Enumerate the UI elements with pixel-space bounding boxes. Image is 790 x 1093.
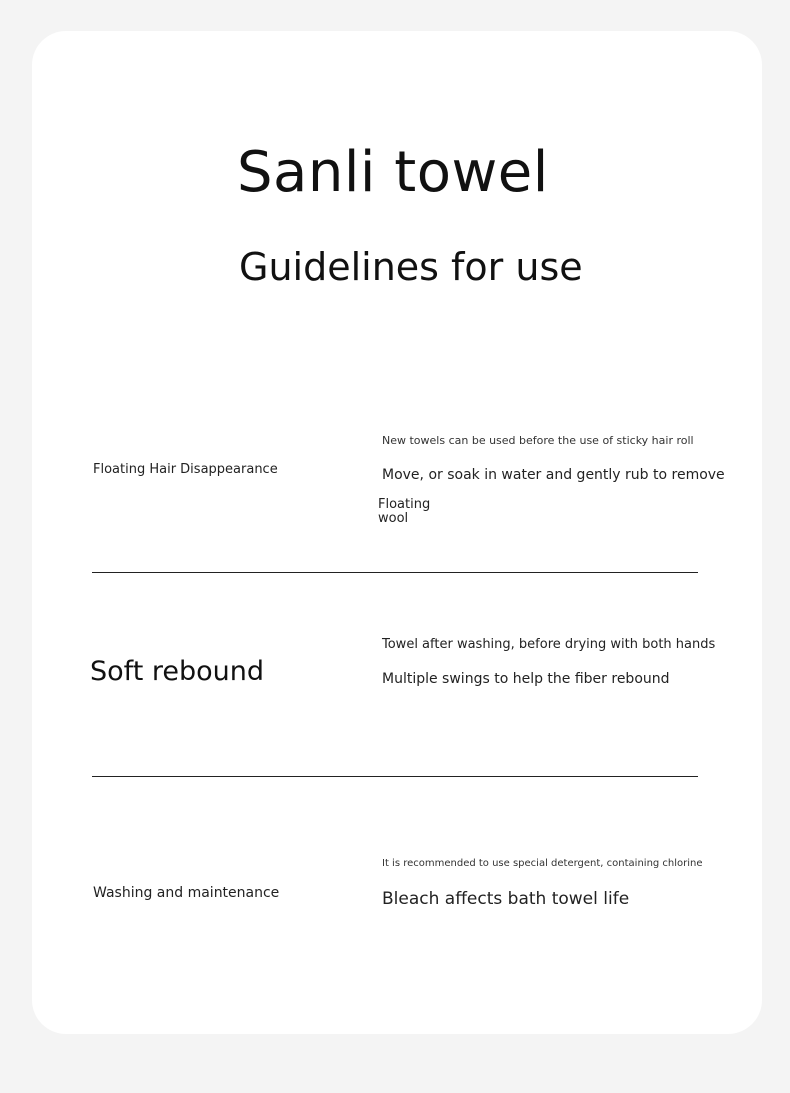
section-divider: [92, 572, 698, 573]
page-subtitle: Guidelines for use: [239, 245, 583, 289]
page-title: Sanli towel: [237, 140, 549, 205]
section-tip-line: Bleach affects bath towel life: [382, 889, 630, 909]
section-tip-note: [378, 498, 458, 526]
section-tip-line: New towels can be used before the use of sticky hair roll: [382, 434, 694, 447]
section-label: Washing and maintenance: [93, 885, 280, 901]
section-label: Soft rebound: [90, 656, 264, 687]
section-tip-line: Multiple swings to help the fiber rebound: [382, 671, 670, 687]
section-tip-line: Towel after washing, before drying with both hands: [382, 637, 716, 652]
section-tip-note-line: wool: [378, 511, 409, 526]
section-divider: [92, 776, 698, 777]
section-label: Floating Hair Disappearance: [93, 462, 278, 477]
section-tip-line: It is recommended to use special detergent, containing chlorine: [382, 858, 703, 869]
section-tip-line: Move, or soak in water and gently rub to remove: [382, 467, 725, 483]
section-tip-note-line: Floating: [378, 497, 431, 512]
